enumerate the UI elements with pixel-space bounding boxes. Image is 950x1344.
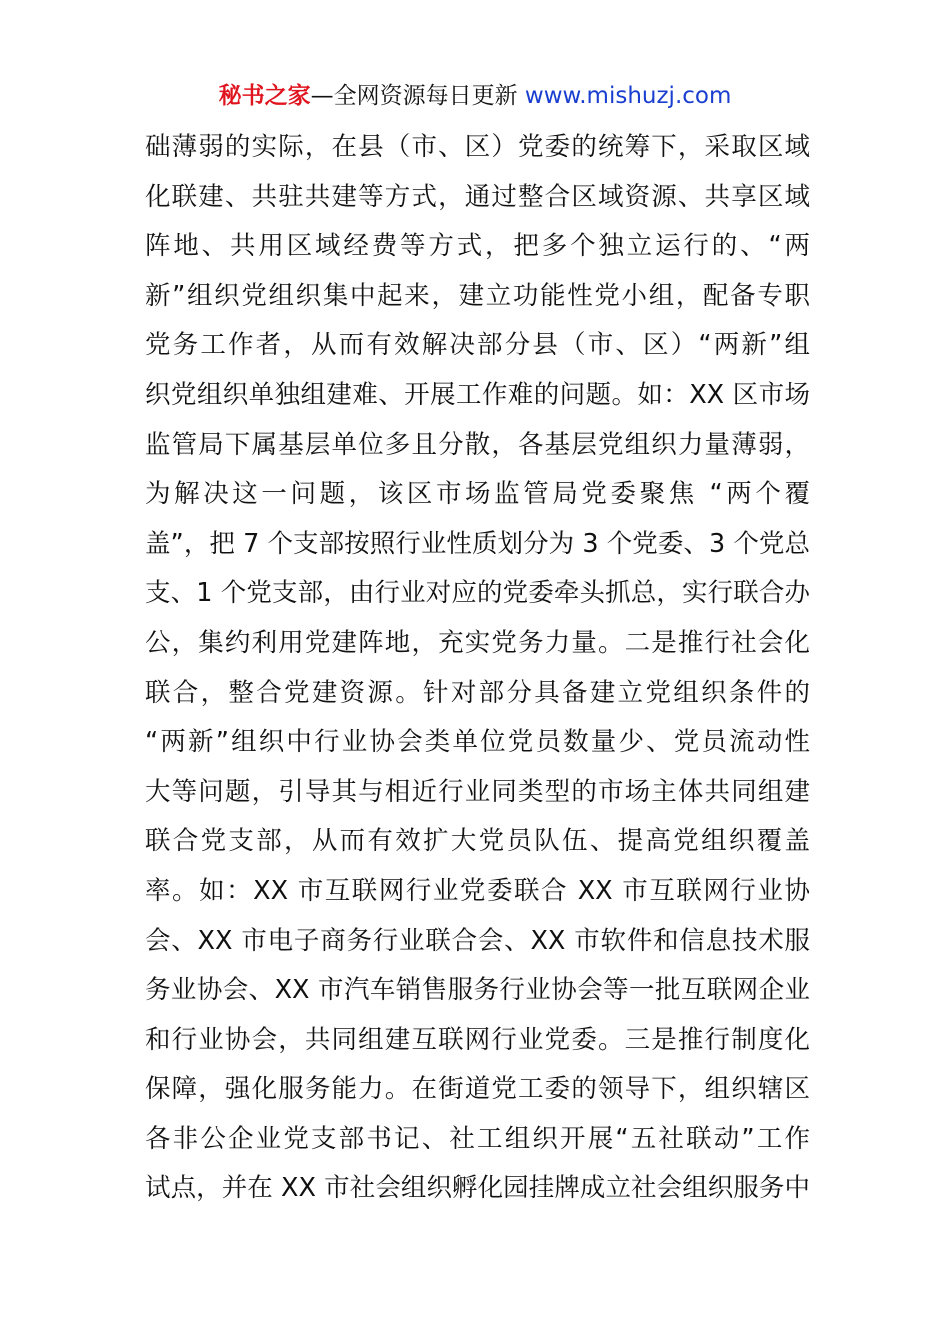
text-line: 务业协会、XX 市汽车销售服务行业协会等一批互联网企业 (145, 975, 810, 1006)
text-line: 率。如：XX 市互联网行业党委联合 XX 市互联网行业协 (145, 875, 810, 906)
text-line: 各非公企业党支部书记、社工组织开展“五社联动”工作 (145, 1123, 810, 1154)
page-header (0, 78, 950, 114)
text-line: 新”组织党组织集中起来，建立功能性党小组，配备专职 (145, 280, 810, 311)
text-line: 织党组织单独组建难、开展工作难的问题。如：XX 区市场 (145, 379, 810, 410)
text-line: 保障，强化服务能力。在街道党工委的领导下，组织辖区 (145, 1074, 810, 1105)
text-line: 支、1 个党支部，由行业对应的党委牵头抓总，实行联合办 (145, 578, 810, 609)
text-line: 试点，并在 XX 市社会组织孵化园挂牌成立社会组织服务中 (145, 1173, 810, 1204)
text-line: 础薄弱的实际，在县（市、区）党委的统筹下，采取区域 (145, 132, 810, 162)
text-line: 联合，整合党建资源。针对部分具备建立党组织条件的 (145, 677, 810, 708)
text-line: 盖”，把 7 个支部按照行业性质划分为 3 个党委、3 个党总 (145, 528, 810, 559)
text-line: 大等问题，引导其与相近行业同类型的市场主体共同组建 (145, 776, 810, 807)
site-url[interactable]: www.mishuzj.com (524, 83, 732, 109)
text-line: 监管局下属基层单位多且分散，各基层党组织力量薄弱， (145, 429, 810, 460)
document-body (145, 123, 810, 1214)
text-line: 联合党支部，从而有效扩大党员队伍、提高党组织覆盖 (145, 826, 810, 857)
site-tagline: —全网资源每日更新 (310, 83, 518, 109)
text-line: 党务工作者，从而有效解决部分县（市、区）“两新”组 (145, 330, 810, 361)
text-line: “两新”组织中行业协会类单位党员数量少、党员流动性 (145, 727, 810, 758)
text-line: 会、XX 市电子商务行业联合会、XX 市软件和信息技术服 (145, 925, 810, 956)
text-line: 公，集约利用党建阵地，充实党务力量。二是推行社会化 (145, 627, 810, 658)
text-line: 和行业协会，共同组建互联网行业党委。三是推行制度化 (145, 1024, 810, 1055)
text-line: 阵地、共用区域经费等方式，把多个独立运行的、“两 (145, 231, 810, 262)
text-line: 化联建、共驻共建等方式，通过整合区域资源、共享区域 (145, 181, 810, 212)
text-line: 为解决这一问题，该区市场监管局党委聚焦 “两个覆 (145, 479, 810, 510)
site-brand: 秘书之家 (218, 83, 311, 109)
